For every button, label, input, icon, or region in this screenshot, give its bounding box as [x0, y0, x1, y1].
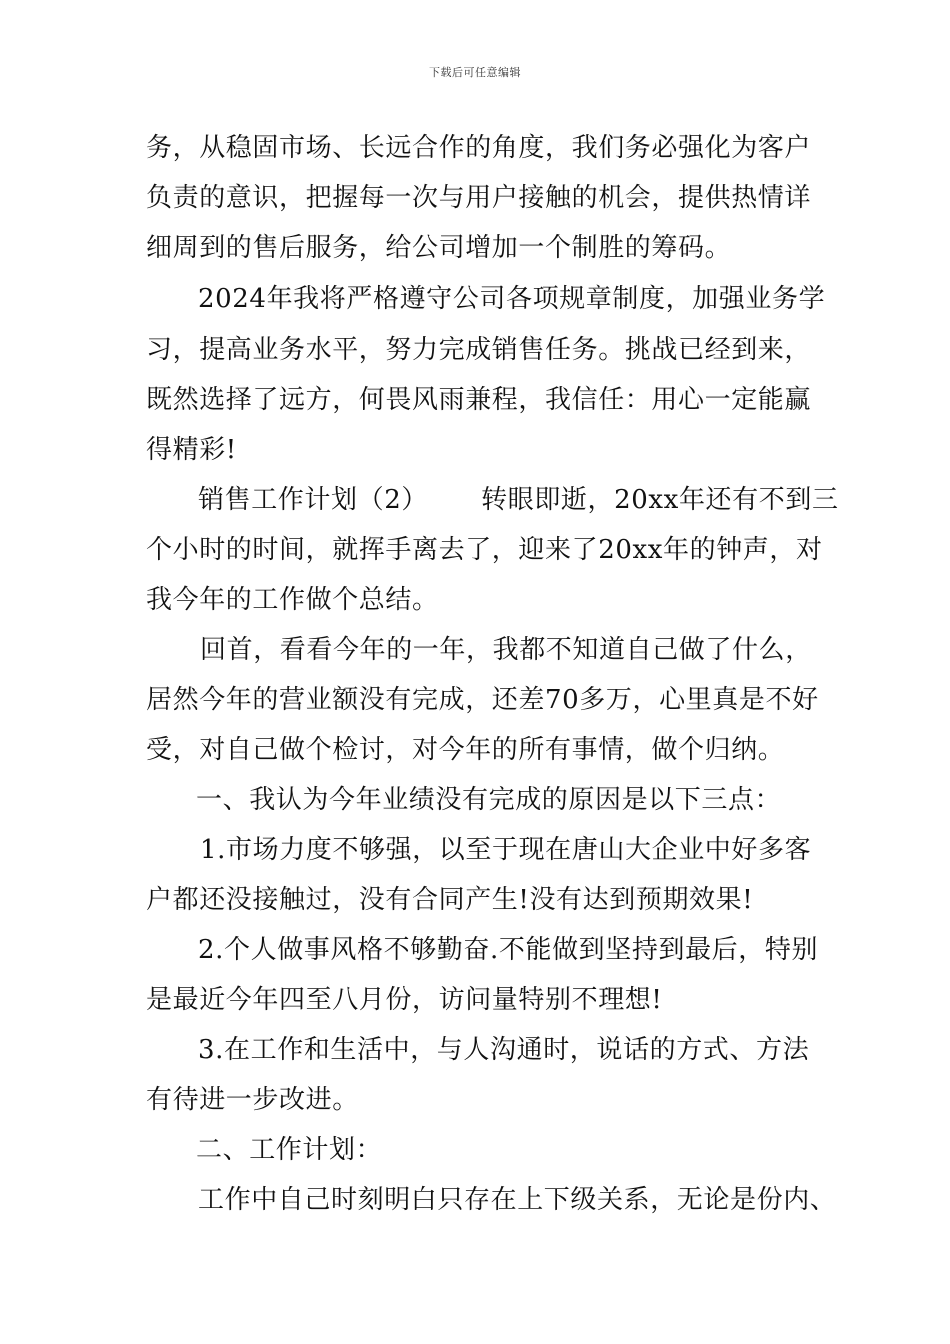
- text-line: 负责的意识，把握每一次与用户接触的机会，提供热情详: [146, 183, 812, 213]
- text-line: 是最近今年四至八月份，访问量特别不理想!: [146, 985, 663, 1015]
- text-line: 3.在工作和生活中，与人沟通时，说话的方式、方法: [198, 1035, 810, 1065]
- text-line: 有待进一步改进。: [146, 1085, 359, 1115]
- text-line: 回首，看看今年的一年，我都不知道自己做了什么，: [200, 635, 812, 665]
- text-line: 细周到的售后服务，给公司增加一个制胜的筹码。: [146, 233, 732, 263]
- text-line: 既然选择了远方，何畏风雨兼程，我信任：用心一定能赢: [146, 385, 812, 415]
- text-line: 受，对自己做个检讨，对今年的所有事情，做个归纳。: [146, 735, 785, 765]
- text-line: 2.个人做事风格不够勤奋.不能做到坚持到最后，特别: [198, 935, 819, 965]
- text-line: 务，从稳固市场、长远合作的角度，我们务必强化为客户: [146, 133, 812, 163]
- text-line: 得精彩!: [146, 435, 237, 465]
- text-line: 2024年我将严格遵守公司各项规章制度，加强业务学: [198, 284, 826, 314]
- text-line: 1.市场力度不够强，以至于现在唐山大企业中好多客: [200, 835, 812, 865]
- text-line: 一、我认为今年业绩没有完成的原因是以下三点：: [196, 785, 782, 815]
- text-line: 我今年的工作做个总结。: [146, 585, 439, 615]
- text-line: 习，提高业务水平，努力完成销售任务。挑战已经到来，: [146, 335, 812, 365]
- page-header: 下载后可任意编辑: [429, 66, 521, 79]
- text-line: 个小时的时间，就挥手离去了，迎来了20xx年的钟声，对: [146, 535, 823, 565]
- text-line: 销售工作计划（2） 转眼即逝，20xx年还有不到三: [198, 485, 839, 515]
- text-line: 居然今年的营业额没有完成，还差70多万，心里真是不好: [146, 685, 819, 715]
- text-line: 工作中自己时刻明白只存在上下级关系，无论是份内、: [198, 1185, 837, 1215]
- text-line: 户都还没接触过，没有合同产生!没有达到预期效果!: [146, 885, 754, 915]
- text-line: 二、工作计划：: [196, 1135, 383, 1165]
